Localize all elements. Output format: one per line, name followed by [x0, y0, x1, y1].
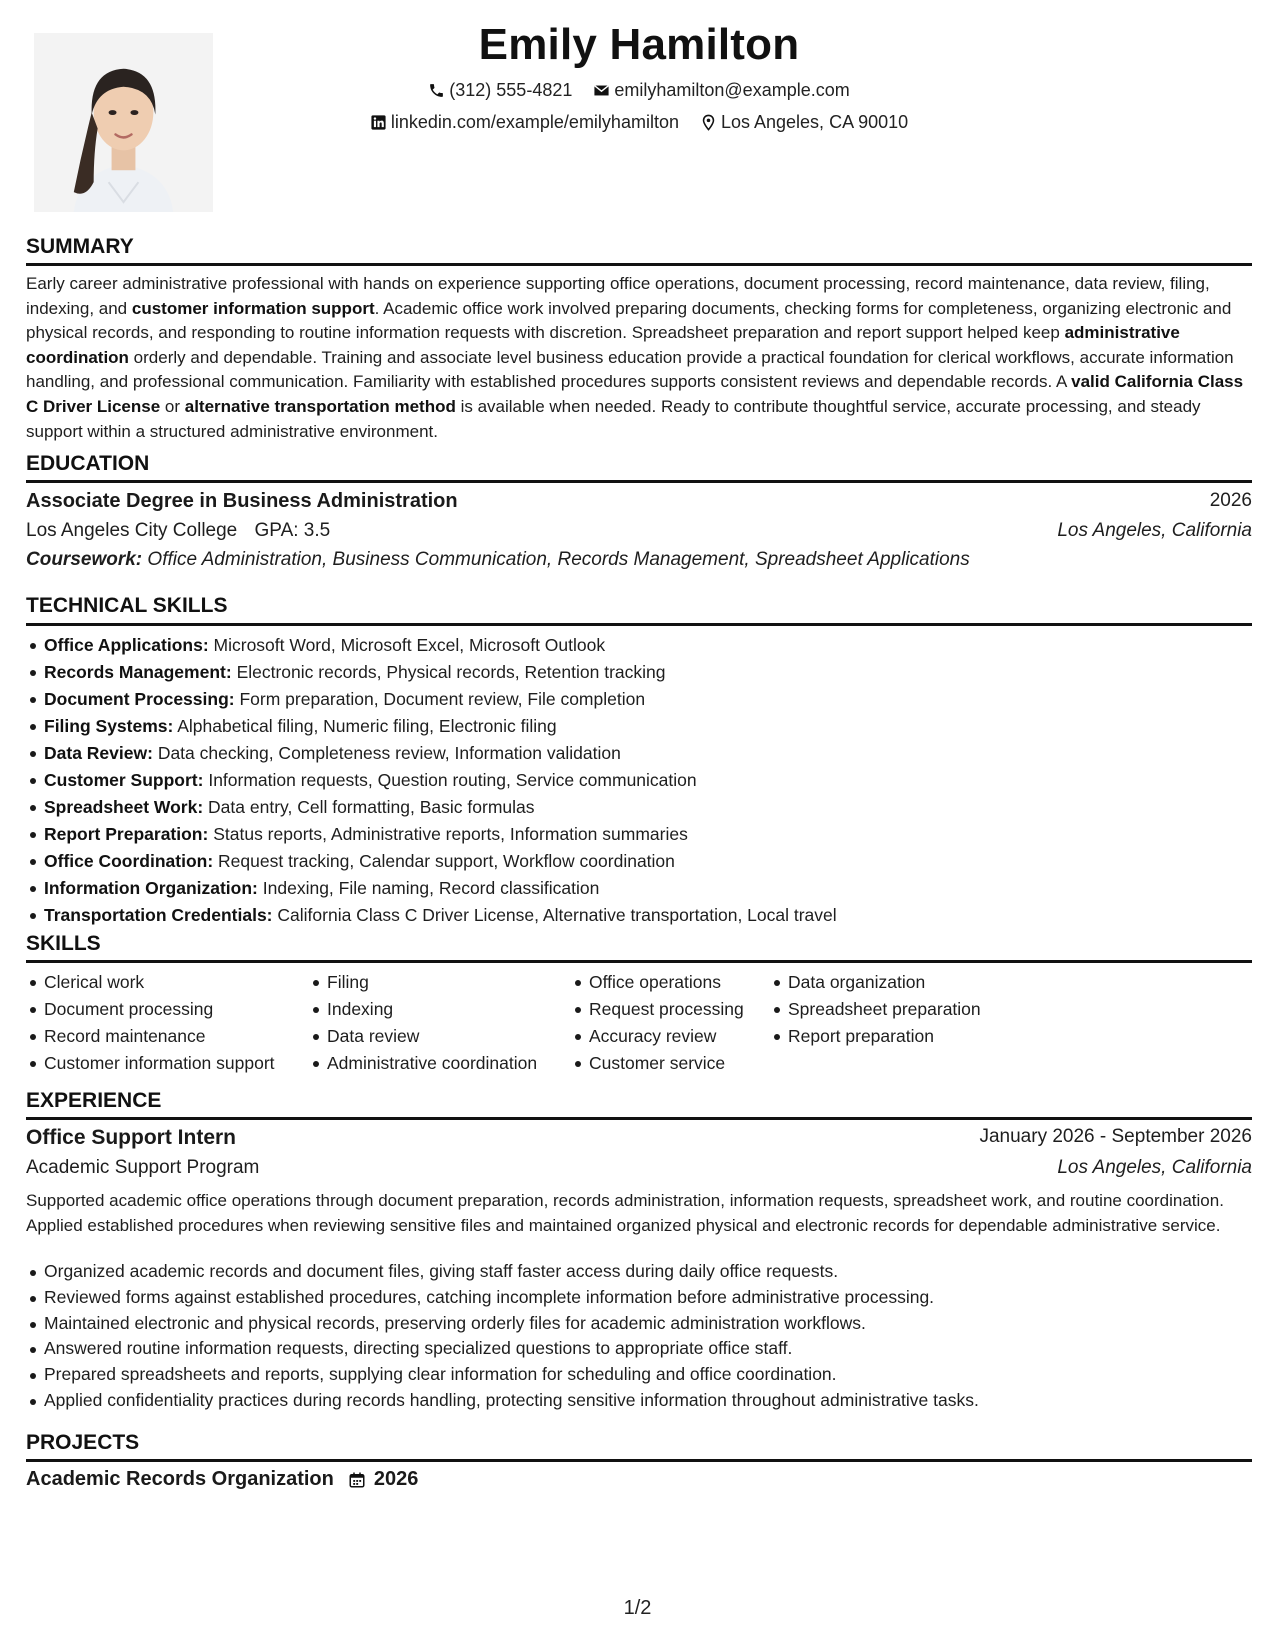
experience-bullets	[44, 1259, 979, 1414]
skill-item: Request processing	[589, 996, 744, 1023]
skill-item: Record maintenance	[44, 1023, 275, 1050]
technical-skills-rule	[26, 623, 1252, 626]
school-location: Los Angeles, California	[1057, 520, 1252, 541]
technical-skills-list	[44, 632, 837, 929]
technical-skill-item	[44, 821, 837, 848]
skill-item: Customer information support	[44, 1050, 275, 1077]
technical-skill-item	[44, 794, 837, 821]
summary-run: Early career administrative professional with hands on experience supporting office operations, document processing, record maintenance, data review, filing, indexing, and	[26, 274, 1210, 318]
project-row	[26, 1468, 1252, 1491]
summary-title: SUMMARY	[26, 235, 134, 258]
resume-page	[26, 0, 1252, 1650]
skill-item: Administrative coordination	[327, 1050, 537, 1077]
calendar-icon	[348, 1471, 366, 1489]
contact-linkedin[interactable]	[370, 112, 679, 133]
skill-item: Document processing	[44, 996, 275, 1023]
skills-column	[44, 969, 275, 1077]
organization-name: Academic Support Program	[26, 1157, 260, 1178]
skill-category: Data Review:	[44, 743, 153, 763]
candidate-name: Emily Hamilton	[478, 20, 800, 69]
skill-values: Microsoft Word, Microsoft Excel, Microsoft Outlook	[213, 635, 606, 655]
skill-item: Data organization	[788, 969, 981, 996]
skill-item: Customer service	[589, 1050, 744, 1077]
skill-category: Document Processing:	[44, 689, 235, 709]
skill-category: Records Management:	[44, 662, 232, 682]
location-text: Los Angeles, CA 90010	[720, 112, 909, 132]
experience-bullet: Organized academic records and document files, giving staff faster access during daily office requests.	[44, 1259, 979, 1285]
summary-run: is available when needed. Ready to contribute thoughtful service, accurate processing, and steady support within a structured administrative environment.	[26, 396, 1201, 441]
skill-category: Report Preparation:	[44, 824, 209, 844]
contact-line-1	[26, 80, 1252, 104]
technical-skill-item	[44, 902, 837, 929]
experience-org-row	[26, 1157, 1252, 1179]
skill-item: Office operations	[589, 969, 744, 996]
linkedin-icon	[370, 114, 387, 131]
summary-bold: valid California Class C Driver License	[26, 372, 1244, 416]
education-school-row	[26, 520, 1252, 542]
skill-category: Customer Support:	[44, 770, 204, 790]
skill-item: Report preparation	[788, 1023, 981, 1050]
experience-bullet: Applied confidentiality practices during records handling, protecting sensitive information throughout administrative tasks.	[44, 1388, 979, 1414]
phone-text: (312) 555-4821	[449, 80, 573, 100]
job-dates: January 2026 - September 2026	[979, 1126, 1252, 1147]
skill-values: Indexing, File naming, Record classification	[262, 878, 600, 898]
summary-text	[26, 272, 1252, 444]
job-location: Los Angeles, California	[1057, 1157, 1252, 1178]
contact-email[interactable]	[593, 80, 849, 101]
skill-item: Spreadsheet preparation	[788, 996, 981, 1023]
technical-skill-item	[44, 713, 837, 740]
technical-skill-item	[44, 686, 837, 713]
gpa: GPA: 3.5	[254, 520, 331, 541]
skill-values: Alphabetical filing, Numeric filing, Electronic filing	[177, 716, 557, 736]
education-degree-row	[26, 490, 1252, 513]
skill-values: Data entry, Cell formatting, Basic formulas	[208, 797, 535, 817]
page-number: 1/2	[623, 1597, 652, 1619]
technical-skill-item	[44, 767, 837, 794]
experience-title: EXPERIENCE	[26, 1089, 162, 1112]
linkedin-text: linkedin.com/example/emilyhamilton	[390, 112, 679, 132]
email-text: emilyhamilton@example.com	[614, 80, 850, 100]
education-title: EDUCATION	[26, 452, 150, 475]
envelope-icon	[593, 82, 610, 99]
map-pin-icon	[700, 114, 717, 131]
technical-skill-item	[44, 659, 837, 686]
coursework-row	[26, 549, 1252, 571]
skills-title: SKILLS	[26, 932, 101, 955]
technical-skill-item	[44, 740, 837, 767]
skills-column	[327, 969, 537, 1077]
skill-values: Electronic records, Physical records, Retention tracking	[236, 662, 666, 682]
skill-values: Form preparation, Document review, File completion	[239, 689, 646, 709]
technical-skill-item	[44, 875, 837, 902]
skill-values: Request tracking, Calendar support, Workflow coordination	[218, 851, 675, 871]
summary-run: orderly and dependable. Training and associate level business education provide a practical foundation for clerical workflows, accurate information handling, and professional communication. Familiarity with established procedures supports consistent reviews and dependable records. A	[26, 347, 1234, 392]
contact-phone[interactable]	[428, 80, 572, 101]
skill-values: Information requests, Question routing, Service communication	[208, 770, 697, 790]
coursework-label: Coursework:	[26, 549, 143, 570]
experience-rule	[26, 1117, 1252, 1120]
skill-item: Indexing	[327, 996, 537, 1023]
coursework-list: Office Administration, Business Communication, Records Management, Spreadsheet Applications	[147, 549, 970, 570]
phone-icon	[428, 82, 445, 99]
technical-skill-item	[44, 632, 837, 659]
experience-bullet: Prepared spreadsheets and reports, supplying clear information for scheduling and office coordination.	[44, 1362, 979, 1388]
experience-role-row	[26, 1126, 1252, 1150]
education-rule	[26, 480, 1252, 483]
summary-bold: alternative transportation method	[184, 396, 456, 416]
experience-bullet: Maintained electronic and physical records, preserving orderly files for academic administration workflows.	[44, 1311, 979, 1337]
experience-bullet: Reviewed forms against established procedures, catching incomplete information before administrative processing.	[44, 1285, 979, 1311]
skill-category: Office Coordination:	[44, 851, 214, 871]
skill-values: Status reports, Administrative reports, Information summaries	[213, 824, 688, 844]
degree-name: Associate Degree in Business Administration	[26, 490, 458, 512]
skill-item: Accuracy review	[589, 1023, 744, 1050]
contact-location	[700, 112, 908, 133]
graduation-year: 2026	[1209, 490, 1252, 511]
skill-category: Spreadsheet Work:	[44, 797, 204, 817]
summary-rule	[26, 263, 1252, 266]
projects-title: PROJECTS	[26, 1431, 140, 1454]
contact-line-2	[26, 112, 1252, 136]
school-name: Los Angeles City College	[26, 520, 238, 541]
technical-skills-title: TECHNICAL SKILLS	[26, 594, 228, 617]
skill-item: Data review	[327, 1023, 537, 1050]
skills-column	[788, 969, 981, 1050]
experience-bullet: Answered routine information requests, directing specialized questions to appropriate office staff.	[44, 1336, 979, 1362]
experience-description: Supported academic office operations through document preparation, records administration, information requests, spreadsheet work, and routine coordination. Applied established procedures when reviewing sensitive files and maintained organized physical and electronic records for dependable administrative service.	[26, 1191, 1224, 1235]
skill-values: California Class C Driver License, Alternative transportation, Local travel	[277, 905, 837, 925]
summary-bold: administrative coordination	[26, 323, 1180, 367]
project-name: Academic Records Organization	[26, 1468, 334, 1490]
skill-category: Office Applications:	[44, 635, 209, 655]
job-title: Office Support Intern	[26, 1126, 236, 1149]
skill-category: Filing Systems:	[44, 716, 174, 736]
projects-rule	[26, 1459, 1252, 1462]
technical-skill-item	[44, 848, 837, 875]
summary-run: or	[160, 396, 185, 416]
skill-category: Transportation Credentials:	[44, 905, 273, 925]
summary-run: . Academic office work involved preparing documents, checking forms for completeness, organizing electronic and physical records, and responding to routine information requests with discretion. Spreadsheet preparation and report support helped keep	[26, 298, 1232, 343]
skill-category: Information Organization:	[44, 878, 258, 898]
skill-item: Clerical work	[44, 969, 275, 996]
skills-rule	[26, 960, 1252, 963]
project-year: 2026	[373, 1468, 419, 1490]
summary-bold: customer information support	[131, 298, 375, 318]
skills-column	[589, 969, 744, 1077]
skill-values: Data checking, Completeness review, Information validation	[157, 743, 621, 763]
skill-item: Filing	[327, 969, 537, 996]
